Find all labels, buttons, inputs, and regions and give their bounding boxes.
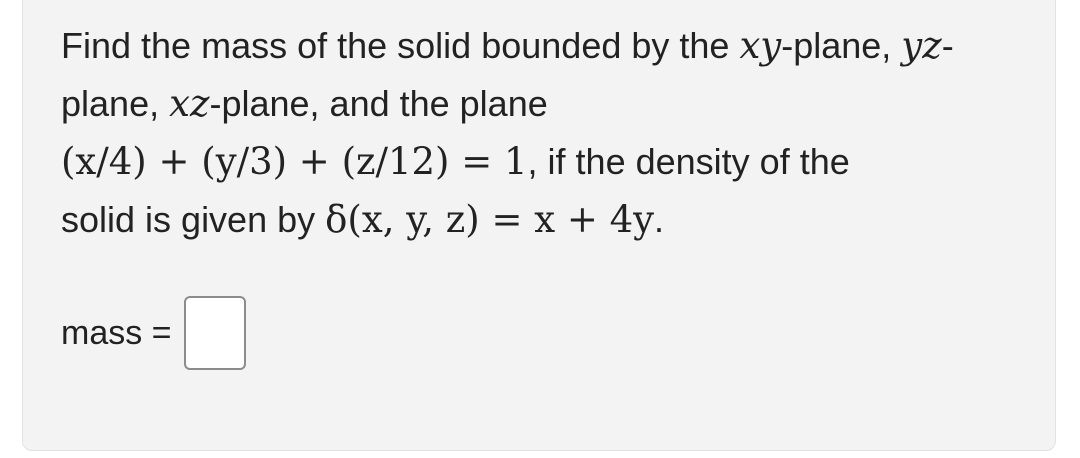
question-line-2	[61, 75, 1021, 133]
math-xy	[739, 24, 781, 67]
math-yz-text: yz	[901, 24, 942, 67]
question-text-segment: plane,	[61, 83, 170, 124]
answer-row	[61, 296, 246, 370]
question-text-segment: -	[941, 25, 954, 66]
question-text	[61, 17, 1021, 249]
question-line-1	[61, 17, 1021, 75]
math-xz	[169, 82, 209, 125]
question-line-4	[61, 191, 1021, 249]
question-line-3	[61, 133, 1021, 191]
math-yz	[901, 24, 941, 67]
question-text-segment: .	[654, 199, 665, 240]
math-xz-text: xz	[169, 82, 210, 125]
mass-input[interactable]	[184, 296, 246, 370]
density-function: δ(x, y, z) = x + 4y	[325, 198, 655, 241]
question-text-segment: -plane, and the plane	[209, 83, 548, 124]
math-xy-text: xy	[739, 24, 782, 67]
question-text-segment: , if the density of the	[527, 141, 850, 182]
question-text-segment: solid is given by	[61, 199, 326, 240]
mass-label: mass =	[61, 313, 172, 352]
question-text-segment: Find the mass of the solid bounded by the	[61, 25, 740, 66]
plane-equation: (x/4) + (y/3) + (z/12) = 1	[61, 140, 528, 183]
question-text-segment: -plane,	[781, 25, 902, 66]
